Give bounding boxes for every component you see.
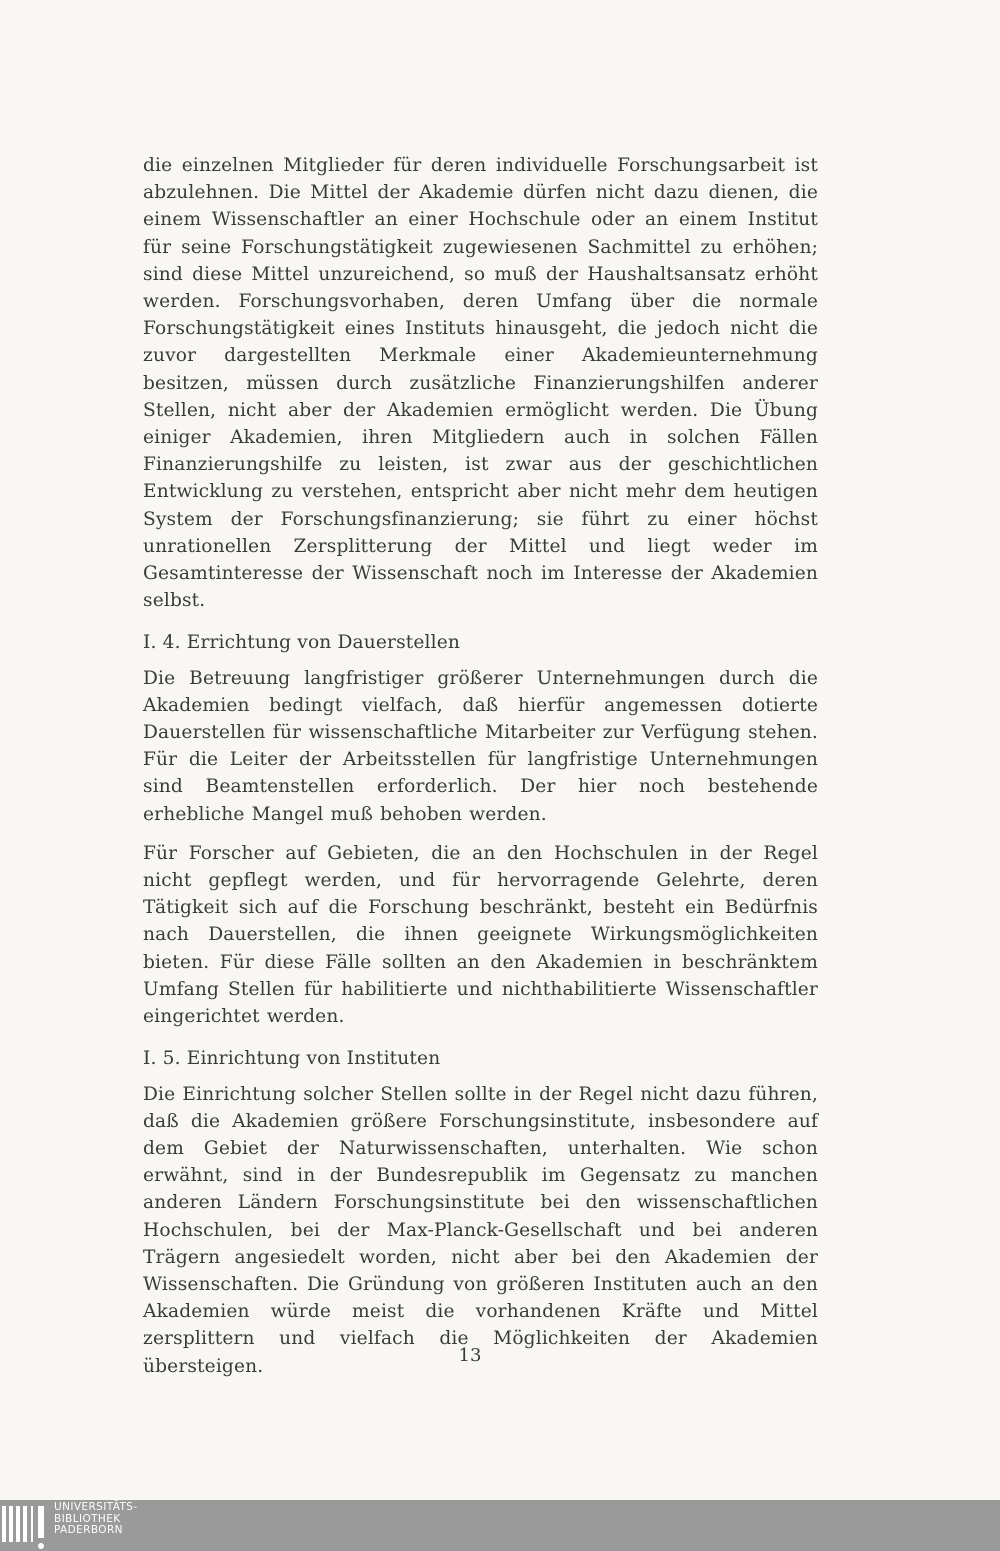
library-name-line-1: UNIVERSITÄTS- (54, 1501, 138, 1513)
library-logo (0, 1500, 160, 1551)
barcode-logo-icon (2, 1506, 46, 1550)
paragraph-1-4-b: Für Forscher auf Gebieten, die an den Hochschulen in der Regel nicht gepflegt werden, und für hervorragende Gelehrte, deren Tätigkeit sich auf die Forschung beschränkt, besteht ein Bedürfnis nach Dauerstellen, die ihnen geeignete Wirkungsmöglichkeiten bieten. Für diese Fälle sollten an den Akademien in beschränktem Umfang Stellen für habilitierte und nichthabilitierte Wissenschaftler eingerichtet werden. (143, 842, 818, 1028)
section-heading-1-4: I. 4. Errichtung von Dauerstellen (143, 632, 461, 654)
paragraph-intro: die einzelnen Mitglieder für deren individuelle Forschungsarbeit ist abzulehnen. Die Mittel der Akademie dürfen nicht dazu dienen, die einem Wissenschaftler an einer Hochschule oder an einem Institut für seine Forschungstätigkeit zugewiesenen Sachmittel zu erhöhen; sind diese Mittel unzureichend, so muß der Haushaltsansatz erhöht werden. Forschungsvorhaben, deren Umfang über die normale Forschungstätigkeit eines Instituts hinausgeht, die jedoch nicht die zuvor dargestellten Merkmale einer Akademieunternehmung besitzen, müssen durch zusätzliche Finanzierungshilfen anderer Stellen, nicht aber der Akademien ermöglicht werden. Die Übung einiger Akademien, ihren Mitgliedern auch in solchen Fällen Finanzierungshilfe zu leisten, ist zwar aus der geschichtlichen Entwicklung zu verstehen, entspricht aber nicht mehr dem heutigen System der Forschungsfinanzierung; sie führt zu einer höchst unrationellen Zersplitterung der Mittel und liegt weder im Gesamtinteresse der Wissenschaft noch im Interesse der Akademien selbst. (143, 155, 818, 612)
library-name (54, 1502, 138, 1537)
paragraph-1-4-a: Die Betreuung langfristiger größerer Unternehmungen durch die Akademien bedingt vielfach, daß hierfür angemessen dotierte Dauerstellen für wissenschaftliche Mitarbeiter zur Verfügung stehen. Für die Leiter der Arbeitsstellen für langfristige Unternehmungen sind Beamtenstellen erforderlich. Der hier noch bestehende erhebliche Mangel muß behoben werden. (143, 667, 818, 825)
page-number: 13 (458, 1345, 482, 1366)
section-heading-1-5: I. 5. Einrichtung von Instituten (143, 1048, 441, 1070)
body-text (143, 152, 818, 1380)
library-name-line-3: PADERBORN (54, 1524, 123, 1536)
library-footer-bar (0, 1500, 1000, 1551)
library-name-line-2: BIBLIOTHEK (54, 1512, 121, 1525)
paragraph-1-5-a: Die Einrichtung solcher Stellen sollte in der Regel nicht dazu führen, daß die Akademien größere Forschungsinstitute, insbesondere auf dem Gebiet der Naturwissenschaften, unterhalten. Wie schon erwähnt, sind in der Bundesrepublik im Gegensatz zu manchen anderen Ländern Forschungsinstitute bei den wissenschaftlichen Hochschulen, bei der Max-Planck-Gesellschaft und bei anderen Trägern angesiedelt worden, nicht aber bei den Akademien der Wissenschaften. Die Gründung von größeren Instituten auch an den Akademien würde meist die vorhandenen Kräfte und Mittel zersplittern und vielfach die Möglichkeiten der Akademien übersteigen. (143, 1083, 818, 1377)
